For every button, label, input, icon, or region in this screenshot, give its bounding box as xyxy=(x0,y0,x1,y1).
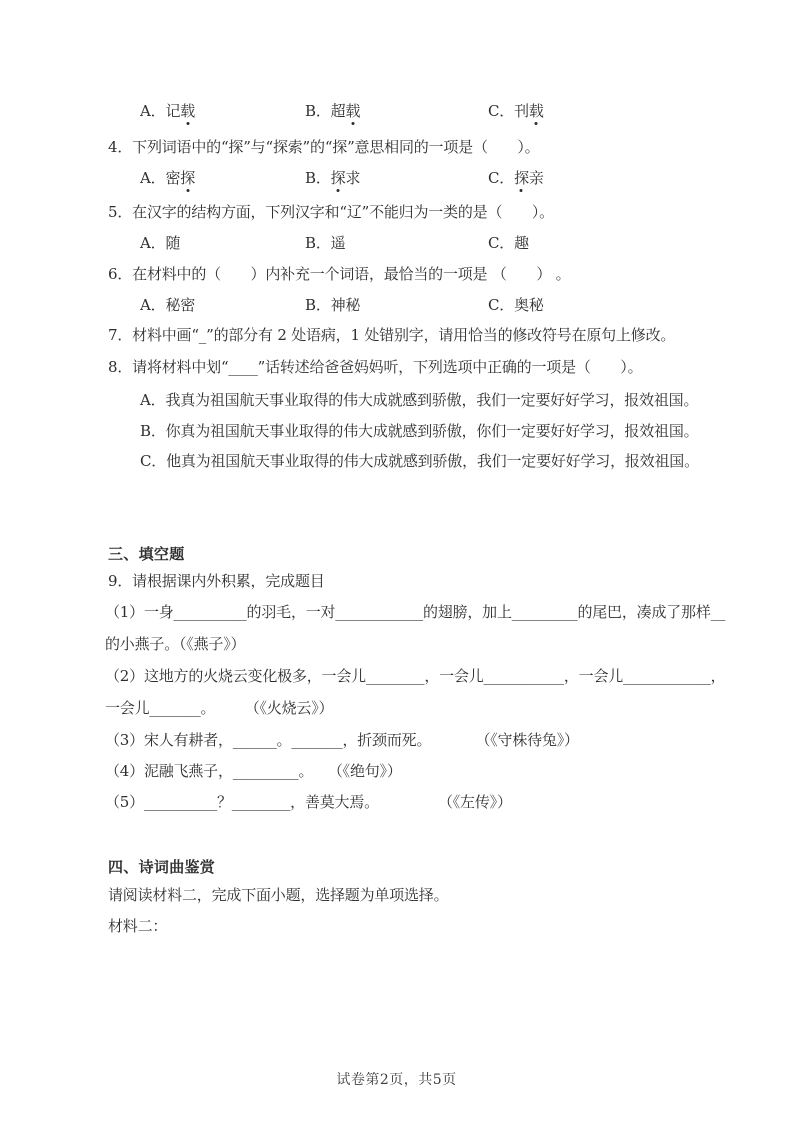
question-7: 7．材料中画“_”的部分有 2 处语病，1 处错别字，请用恰当的修改符号在原句上修改。 xyxy=(108,326,676,344)
q9-item-2-line-2: 一会儿_______。 （《火烧云》） xyxy=(105,699,334,717)
option-letter: C． xyxy=(488,102,515,120)
option-letter: A． xyxy=(140,391,166,409)
option-text: 秘密 xyxy=(165,296,196,314)
option-text: 超 xyxy=(330,102,346,120)
q8-option-a xyxy=(140,390,698,410)
poetry-intro: 请阅读材料二，完成下面小题，选择题为单项选择。 xyxy=(108,886,449,904)
q6-option-b xyxy=(305,295,488,315)
option-text: 趣 xyxy=(514,234,529,252)
option-letter: A． xyxy=(140,102,166,120)
option-text: 刊 xyxy=(514,102,529,120)
page-footer: 试卷第2页，共5页 xyxy=(336,1072,457,1088)
option-text: 你真为祖国航天事业取得的伟大成就感到骄傲，你们一定要好好学习，报效祖国。 xyxy=(165,422,699,440)
option-letter: B． xyxy=(305,234,331,252)
q4-options-row xyxy=(140,168,720,188)
section-heading-fill-in: 三、填空题 xyxy=(108,545,185,563)
option-text: 亲 xyxy=(528,169,544,187)
q5-options-row xyxy=(140,233,720,253)
q3-option-a xyxy=(140,101,305,121)
option-letter: B． xyxy=(305,169,331,187)
q9-item-5: （5）__________？________，善莫大焉。 （《左传》） xyxy=(105,793,512,811)
option-emphasized-char: 载 xyxy=(345,102,361,120)
option-text: 随 xyxy=(165,234,181,252)
option-emphasized-char: 载 xyxy=(180,102,196,120)
q9-item-1-line-1: （1）一身__________的羽毛，一对____________的翅膀，加上_________的尾巴，凑成了那样__ xyxy=(105,603,726,621)
question-9: 9．请根据课内外积累，完成题目 xyxy=(108,572,325,590)
option-letter: C． xyxy=(488,169,515,187)
option-letter: A． xyxy=(140,234,166,252)
q8-option-b xyxy=(140,421,698,441)
q5-option-a xyxy=(140,233,305,253)
q6-options-row xyxy=(140,295,720,315)
q6-option-c xyxy=(488,295,720,315)
question-4: 4．下列词语中的“探”与“探索”的“探”意思相同的一项是（ ）。 xyxy=(108,138,540,156)
option-text: 奥秘 xyxy=(514,296,544,314)
option-letter: C． xyxy=(488,234,515,252)
q5-option-c xyxy=(488,233,720,253)
material-2-label: 材料二： xyxy=(108,917,168,935)
option-text: 求 xyxy=(345,169,361,187)
q9-item-2-line-1: （2）这地方的火烧云变化极多，一会儿________，一会儿___________，一会儿____________， xyxy=(105,667,726,685)
q3-option-b xyxy=(305,101,488,121)
option-letter: B． xyxy=(140,422,166,440)
q4-option-b xyxy=(305,168,488,188)
q8-option-c xyxy=(140,451,699,471)
option-letter: C． xyxy=(140,452,167,470)
question-5: 5．在汉字的结构方面，下列汉字和“辽”不能归为一类的是（ ）。 xyxy=(108,203,554,221)
option-letter: A． xyxy=(140,296,166,314)
option-emphasized-char: 载 xyxy=(528,102,544,120)
option-text: 记 xyxy=(165,102,181,120)
q5-option-b xyxy=(305,233,488,253)
question-6: 6．在材料中的（ ）内补充一个词语，最恰当的一项是 （ ） 。 xyxy=(108,265,571,283)
option-text: 神秘 xyxy=(330,296,361,314)
q9-item-1-line-2: 的小燕子。（《燕子》） xyxy=(105,635,246,653)
option-letter: A． xyxy=(140,169,166,187)
option-text: 密 xyxy=(165,169,181,187)
q6-option-a xyxy=(140,295,305,315)
q4-option-a xyxy=(140,168,305,188)
option-text: 我真为祖国航天事业取得的伟大成就感到骄傲，我们一定要好好学习，报效祖国。 xyxy=(165,391,699,409)
section-heading-poetry: 四、诗词曲鉴赏 xyxy=(108,858,216,876)
option-emphasized-char: 探 xyxy=(514,169,529,187)
q3-options-row xyxy=(140,101,720,121)
q9-item-3: （3）宋人有耕者，______。_______，折颈而死。 （《守株待兔》） xyxy=(105,731,579,749)
option-emphasized-char: 探 xyxy=(180,169,196,187)
option-emphasized-char: 探 xyxy=(330,169,346,187)
option-letter: B． xyxy=(305,296,331,314)
option-text: 他真为祖国航天事业取得的伟大成就感到骄傲，我们一定要好好学习，报效祖国。 xyxy=(166,452,699,470)
q9-item-4: （4）泥融飞燕子，_________。 （《绝句》） xyxy=(105,762,402,780)
q4-option-c xyxy=(488,168,720,188)
option-letter: C． xyxy=(488,296,515,314)
q3-option-c xyxy=(488,101,720,121)
question-8: 8．请将材料中划“____”话转述给爸爸妈妈听，下列选项中正确的一项是（ ）。 xyxy=(108,358,643,376)
option-text: 遥 xyxy=(330,234,346,252)
option-letter: B． xyxy=(305,102,331,120)
